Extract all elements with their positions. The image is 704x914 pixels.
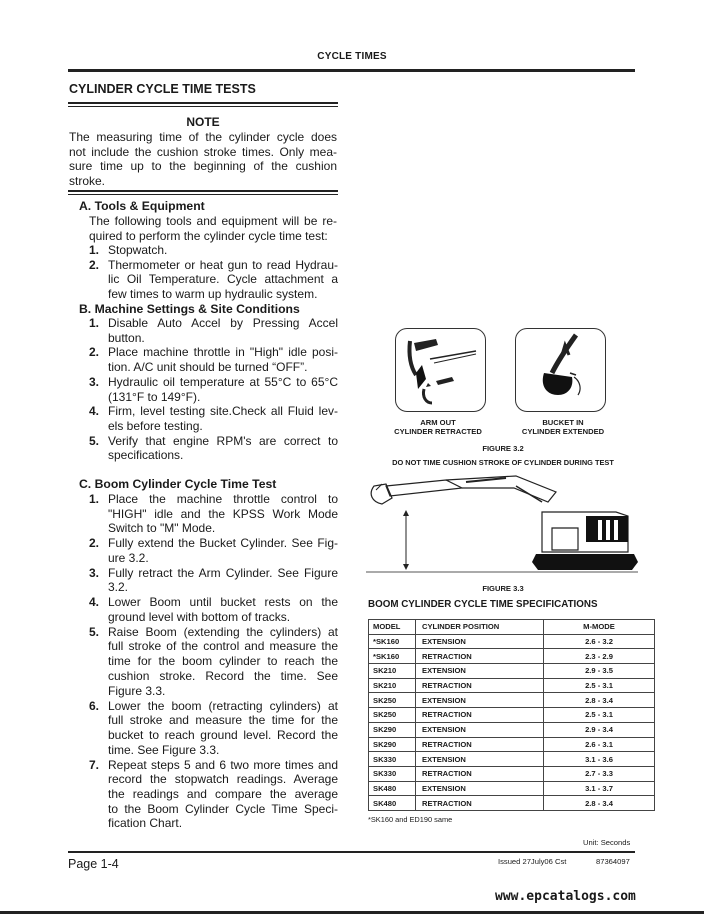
arm-out-illustration bbox=[396, 329, 485, 411]
header-m-mode: M-MODE bbox=[544, 620, 655, 635]
list-item-line: Switch to "M" Mode. bbox=[108, 521, 216, 536]
model-cell: *SK160 bbox=[369, 634, 416, 649]
section-a-title: A. Tools & Equipment bbox=[79, 199, 205, 213]
cylinder-position-cell: EXTENSION bbox=[416, 722, 544, 737]
footer-rule bbox=[68, 851, 635, 853]
list-item-line: Lower Boom until bucket rests on the bbox=[108, 595, 338, 610]
cylinder-position-cell: RETRACTION bbox=[416, 737, 544, 752]
list-item-line: bucket to reach ground level. Record the bbox=[108, 727, 338, 742]
spec-table bbox=[368, 619, 655, 811]
m-mode-cell: 2.6 - 3.2 bbox=[544, 634, 655, 649]
list-item-line: Place machine throttle in "High" idle posi- bbox=[108, 345, 338, 360]
table-row bbox=[369, 649, 655, 664]
watermark-url: www.epcatalogs.com bbox=[495, 889, 636, 904]
note-rule bbox=[68, 190, 338, 192]
m-mode-cell: 2.5 - 3.1 bbox=[544, 708, 655, 723]
section-c-title: C. Boom Cylinder Cycle Time Test bbox=[79, 477, 277, 491]
page-number: Page 1-4 bbox=[68, 857, 119, 871]
list-item-line: Repeat steps 5 and 6 two more times and bbox=[108, 757, 338, 772]
m-mode-cell: 2.7 - 3.3 bbox=[544, 766, 655, 781]
model-cell: SK290 bbox=[369, 737, 416, 752]
document-number: 87364097 bbox=[596, 857, 630, 866]
table-row bbox=[369, 752, 655, 767]
m-mode-cell: 2.6 - 3.1 bbox=[544, 737, 655, 752]
list-item bbox=[89, 434, 338, 463]
header-cylinder-position: CYLINDER POSITION bbox=[416, 620, 544, 635]
cylinder-position-cell: EXTENSION bbox=[416, 634, 544, 649]
note-body bbox=[69, 130, 337, 189]
list-item-number: 2. bbox=[89, 345, 100, 360]
model-cell: SK250 bbox=[369, 693, 416, 708]
list-item bbox=[89, 536, 338, 565]
list-item-line: Verify that engine RPM's are correct to bbox=[108, 433, 338, 448]
list-item-line: specifications. bbox=[108, 448, 184, 463]
arm-out-figure bbox=[395, 328, 486, 412]
note-line: stroke. bbox=[69, 174, 106, 189]
list-item-line: full stroke of the control and measure the bbox=[108, 639, 338, 654]
list-item-line: time. See Figure 3.3. bbox=[108, 742, 220, 757]
model-cell: SK330 bbox=[369, 766, 416, 781]
model-cell: SK330 bbox=[369, 752, 416, 767]
title-rule bbox=[68, 102, 338, 104]
cushion-warning: DO NOT TIME CUSHION STROKE OF CYLINDER DURING TEST bbox=[392, 458, 614, 467]
m-mode-cell: 2.5 - 3.1 bbox=[544, 678, 655, 693]
note-title: NOTE bbox=[186, 115, 220, 129]
m-mode-cell: 2.9 - 3.5 bbox=[544, 664, 655, 679]
cylinder-position-cell: RETRACTION bbox=[416, 678, 544, 693]
m-mode-cell: 3.1 - 3.7 bbox=[544, 781, 655, 796]
spec-table-header-row bbox=[369, 620, 655, 635]
list-item bbox=[89, 243, 338, 258]
bucket-in-figure bbox=[515, 328, 606, 412]
table-row bbox=[369, 664, 655, 679]
note-line: The measuring time of the cylinder cycle does bbox=[69, 130, 337, 144]
section-title: CYLINDER CYCLE TIME TESTS bbox=[69, 82, 256, 96]
model-cell: SK290 bbox=[369, 722, 416, 737]
list-item-number: 1. bbox=[89, 316, 100, 330]
section-a-intro: The following tools and equipment will be re- quired to perform the cylinder cycle time test: bbox=[89, 214, 337, 243]
list-item-number: 2. bbox=[89, 536, 100, 551]
cylinder-position-cell: RETRACTION bbox=[416, 708, 544, 723]
page-header: CYCLE TIMES bbox=[317, 51, 387, 62]
cylinder-position-cell: EXTENSION bbox=[416, 781, 544, 796]
figure-3-3-label: FIGURE 3.3 bbox=[482, 584, 524, 593]
list-item bbox=[89, 625, 338, 699]
model-cell: SK250 bbox=[369, 708, 416, 723]
list-item-line: "HIGH" idle and the KPSS Work Mode bbox=[108, 506, 338, 521]
cylinder-position-cell: EXTENSION bbox=[416, 752, 544, 767]
list-item bbox=[89, 375, 338, 404]
list-item-line: Hydraulic oil temperature at 55°C to 65°C bbox=[108, 374, 338, 389]
model-cell: SK210 bbox=[369, 664, 416, 679]
m-mode-cell: 2.8 - 3.4 bbox=[544, 796, 655, 811]
right-figure-caption: BUCKET IN CYLINDER EXTENDED bbox=[521, 418, 605, 436]
list-item bbox=[89, 595, 338, 624]
list-item-line: record the stopwatch readings. Average bbox=[108, 772, 338, 787]
list-item-number: 6. bbox=[89, 698, 100, 713]
list-item-line: Lower the boom (retracting cylinders) at bbox=[108, 698, 338, 713]
note-line: sure time up to the beginning of the cushion bbox=[69, 159, 337, 174]
bucket-in-illustration bbox=[516, 329, 605, 411]
list-item bbox=[89, 316, 338, 345]
table-row bbox=[369, 766, 655, 781]
list-item bbox=[89, 492, 338, 536]
list-item-line: full stroke and measure the time for the bbox=[108, 713, 338, 728]
cylinder-position-cell: RETRACTION bbox=[416, 766, 544, 781]
list-item-number: 1. bbox=[89, 243, 100, 257]
list-item-number: 4. bbox=[89, 404, 100, 419]
table-row bbox=[369, 693, 655, 708]
list-item-number: 1. bbox=[89, 492, 100, 506]
header-rule bbox=[68, 69, 635, 72]
list-item-line: the readings and compare the average bbox=[108, 786, 338, 801]
list-item-line: fication Chart. bbox=[108, 816, 183, 831]
figure-3-2-label: FIGURE 3.2 bbox=[482, 444, 524, 453]
list-item-line: cushion stroke. Record the time. See bbox=[108, 668, 338, 683]
section-b-title: B. Machine Settings & Site Conditions bbox=[79, 302, 300, 316]
list-item bbox=[89, 258, 338, 302]
list-item-line: ground level with bottom of tracks. bbox=[108, 609, 291, 624]
table-row bbox=[369, 722, 655, 737]
list-item-line: Fully extend the Bucket Cylinder. See Fig- bbox=[108, 536, 338, 551]
note-rule-thin bbox=[68, 194, 338, 195]
list-item-line: Figure 3.3. bbox=[108, 683, 166, 698]
list-item-line: few times to warm up hydraulic system. bbox=[108, 287, 318, 302]
list-item-line: tion. A/C unit should be turned “OFF”. bbox=[108, 360, 308, 375]
table-row bbox=[369, 634, 655, 649]
table-row bbox=[369, 678, 655, 693]
cylinder-position-cell: RETRACTION bbox=[416, 796, 544, 811]
list-item-number: 2. bbox=[89, 257, 100, 272]
list-item-line: Raise Boom (extending the cylinders) at bbox=[108, 624, 338, 639]
list-item bbox=[89, 758, 338, 832]
list-item-line: time for the boom cylinder to reach the bbox=[108, 654, 338, 669]
m-mode-cell: 2.9 - 3.4 bbox=[544, 722, 655, 737]
list-item bbox=[89, 404, 338, 433]
table-row bbox=[369, 737, 655, 752]
list-item bbox=[89, 699, 338, 758]
list-item-number: 3. bbox=[89, 374, 100, 389]
list-item-line: Fully retract the Arm Cylinder. See Figure bbox=[108, 565, 338, 580]
list-item-number: 5. bbox=[89, 433, 100, 448]
list-item-line: els before testing. bbox=[108, 418, 203, 433]
header-model: MODEL bbox=[369, 620, 416, 635]
list-item bbox=[89, 566, 338, 595]
model-cell: SK210 bbox=[369, 678, 416, 693]
left-figure-caption: ARM OUT CYLINDER RETRACTED bbox=[394, 418, 482, 436]
list-item-line: 3.2. bbox=[108, 580, 129, 595]
list-item-line: Thermometer or heat gun to read Hydrau- bbox=[108, 257, 338, 272]
list-item-line: Firm, level testing site.Check all Fluid lev- bbox=[108, 404, 338, 419]
model-cell: SK480 bbox=[369, 781, 416, 796]
list-item bbox=[89, 345, 338, 374]
cylinder-position-cell: EXTENSION bbox=[416, 693, 544, 708]
model-cell: *SK160 bbox=[369, 649, 416, 664]
list-item-line: Stopwatch. bbox=[108, 243, 168, 257]
table-row bbox=[369, 796, 655, 811]
list-item-number: 7. bbox=[89, 757, 100, 772]
list-item-line: lic Oil Temperature. Cycle attachment a bbox=[108, 272, 338, 287]
list-item-number: 4. bbox=[89, 595, 100, 610]
list-item-line: Place the machine throttle control to bbox=[108, 492, 338, 506]
cylinder-position-cell: RETRACTION bbox=[416, 649, 544, 664]
list-item-line: Disable Auto Accel by Pressing Accel bbox=[108, 316, 338, 330]
spec-table-title: BOOM CYLINDER CYCLE TIME SPECIFICATIONS bbox=[368, 599, 598, 610]
table-row bbox=[369, 781, 655, 796]
unit-label: Unit: Seconds bbox=[583, 838, 631, 847]
list-item-number: 3. bbox=[89, 565, 100, 580]
list-item-line: ure 3.2. bbox=[108, 550, 149, 565]
list-item-number: 5. bbox=[89, 624, 100, 639]
m-mode-cell: 2.3 - 2.9 bbox=[544, 649, 655, 664]
list-item-line: button. bbox=[108, 330, 145, 345]
m-mode-cell: 3.1 - 3.6 bbox=[544, 752, 655, 767]
excavator-illustration bbox=[366, 472, 638, 578]
m-mode-cell: 2.8 - 3.4 bbox=[544, 693, 655, 708]
cylinder-position-cell: EXTENSION bbox=[416, 664, 544, 679]
table-row bbox=[369, 708, 655, 723]
table-footnote: *SK160 and ED190 same bbox=[368, 815, 453, 824]
list-item-line: to the Boom Cylinder Cycle Time Speci- bbox=[108, 801, 338, 816]
model-cell: SK480 bbox=[369, 796, 416, 811]
issued-date: Issued 27July06 Cst bbox=[498, 857, 567, 866]
title-rule-thin bbox=[68, 106, 338, 107]
note-line: not include the cushion stroke times. Only mea- bbox=[69, 144, 337, 159]
list-item-line: (131°F to 149°F). bbox=[108, 389, 201, 404]
